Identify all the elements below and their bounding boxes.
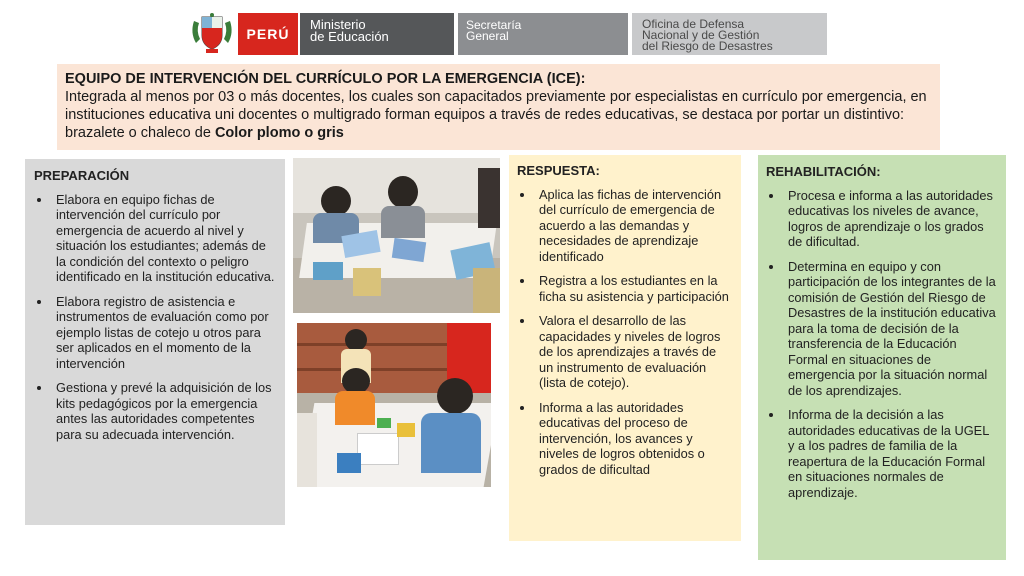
header-logos — [190, 13, 827, 55]
intro-title: EQUIPO DE INTERVENCIÓN DEL CURRÍCULO POR LA EMERGENCIA (ICE): — [65, 71, 586, 87]
ministerio-logo — [298, 13, 454, 55]
intro-body-text: Integrada al menos por 03 o más docentes, los cuales son capacitados previamente por especialistas en currículo por emergencia, en instituciones educativa uni docentes o multigrado forman equipos a través de redes educativas, se destaca por portar un distintivo: brazalete o chaleco de — [65, 89, 927, 141]
rehabilitacion-list — [766, 188, 998, 501]
list-item: • Informa a las autoridades educativas del proceso de intervención, los avances y niveles de logros obtenidos o grados de dificultad — [535, 400, 733, 478]
rehabilitacion-title: REHABILITACIÓN: — [766, 164, 881, 179]
list-item: • Elabora en equipo fichas de intervención del currículo por emergencia de acuerdo al nivel y situación los estudiantes; además de la condición del contexto o peligro identificado en la institución educativa. — [52, 192, 275, 285]
intro-body — [65, 88, 932, 142]
oficina-line1: Oficina de Defensa — [642, 17, 745, 31]
preparacion-panel — [25, 159, 285, 525]
ministerio-line2: de Educación — [310, 29, 389, 44]
preparacion-list — [34, 192, 275, 443]
oficina-line2: Nacional y de Gestión — [642, 28, 760, 42]
children-reading-photo-icon — [293, 158, 500, 313]
oficina-logo — [632, 13, 827, 55]
respuesta-list — [517, 187, 733, 478]
list-item: • Aplica las fichas de intervención del currículo de emergencia de acuerdo a las demandas y necesidades de aprendizaje identificado — [535, 187, 733, 265]
secretaria-line2: General — [466, 29, 509, 43]
list-item: • Determina en equipo y con participación de los integrantes de la comisión de Gestión del Riesgo de Desastres de la institución educativa para la toma de decisión de la transferencia de la Educación Formal en situaciones de emergencia por la situación normal de los aprendizajes. — [784, 259, 998, 399]
peru-coat-of-arms-icon — [190, 13, 234, 55]
secretaria-logo — [458, 13, 628, 55]
oficina-line3: del Riesgo de Desastres — [642, 39, 773, 53]
respuesta-panel — [509, 155, 741, 541]
respuesta-title: RESPUESTA: — [517, 163, 600, 178]
list-item: • Elabora registro de asistencia e instrumentos de evaluación como por ejemplo listas de cotejo u otros para ser aplicados en el momento de la intervención — [52, 294, 275, 372]
preparacion-title: PREPARACIÓN — [34, 168, 130, 183]
intro-highlight: Color plomo o gris — [214, 125, 344, 141]
list-item: • Valora el desarrollo de las capacidades y niveles de logros de los aprendizajes a través de un instrumento de evaluación (lista de cotejo). — [535, 313, 733, 391]
list-item: • Registra a los estudiantes en la ficha su asistencia y participación — [535, 273, 733, 304]
peru-logo: PERÚ — [238, 13, 298, 55]
intro-box — [57, 64, 940, 150]
list-item: • Procesa e informa a las autoridades educativas los niveles de avance, logros de aprendizaje o los grados de dificultad. — [784, 188, 998, 250]
secretaria-line1: Secretaría — [466, 18, 522, 32]
list-item: • Informa de la decisión a las autoridades educativas de la UGEL y a los padres de familia de la reapertura de la Educación Formal en situaciones normales de aprendizaje. — [784, 407, 998, 500]
rehabilitacion-panel — [758, 155, 1006, 560]
list-item: • Gestiona y prevé la adquisición de los kits pedagógicos por la emergencia antes las autoridades competentes para su adecuada intervención. — [52, 380, 275, 442]
ministerio-line1: Ministerio — [310, 17, 366, 32]
children-drawing-photo-icon — [297, 323, 491, 487]
